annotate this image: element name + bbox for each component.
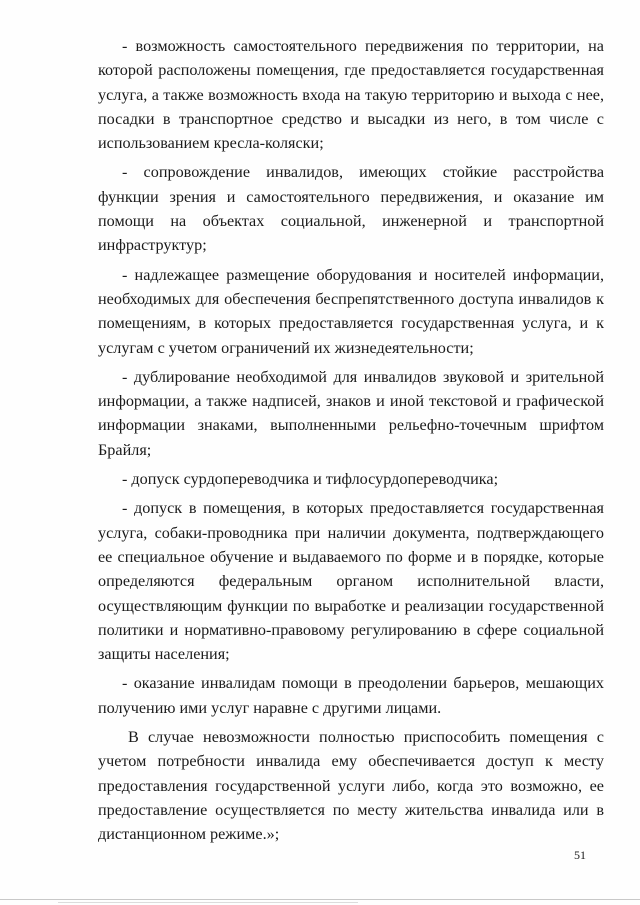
paragraph-barrier-assistance: - оказание инвалидам помощи в преодолении барьеров, мешающих получению ими услуг наравне с другими лицами. [98,674,604,717]
paragraph-braille-duplication: - дублирование необходимой для инвалидов звуковой и зрительной информации, а также надписей, знаков и иной текстовой и графической информации знаками, выполненными рельефно-точечным шрифтом Брайля; [98,367,604,459]
page-number: 51 [574,848,586,862]
document-body [98,34,604,847]
paragraph-equipment-placement: - надлежащее размещение оборудования и носителей информации, необходимых для обеспечения беспрепятственного доступа инвалидов к помещениям, в которых предоставляется государственная услуга, и к услугам с учетом ограничений их жизнедеятельности; [98,265,604,357]
scan-edge-line [0,899,640,900]
paragraph-escort: - сопровождение инвалидов, имеющих стойкие расстройства функции зрения и самостоятельного передвижения, и оказание им помощи на объектах социальной, инженерной и транспортной инфраструктур; [98,163,604,255]
scan-edge-line-secondary [58,902,358,903]
paragraph-guide-dog: - допуск в помещения, в которых предоставляется государственная услуга, собаки-проводника при наличии документа, подтверждающего ее специальное обучение и выдаваемого по форме и в порядке, которые определяются федеральным органом исполнительной власти, осуществляющим функции по выработке и реализации государственной политики и нормативно-правовому регулированию в сфере социальной защиты населения; [98,499,604,664]
paragraph-remote-service: В случае невозможности полностью приспособить помещения с учетом потребности инвалида ему обеспечивается доступ к месту предоставления государственной услуги либо, когда это возможно, ее предоставление осуществляется по месту жительства инвалида или в дистанционном режиме.»; [98,728,604,844]
paragraph-territory-movement: - возможность самостоятельного передвижения по территории, на которой расположены помещения, где предоставляется государственная услуга, а также возможность входа на такую территорию и выхода с нее, посадки в транспортное средство и высадки из него, в том числе с использованием кресла-коляски; [98,37,604,153]
paragraph-interpreter-access: - допуск сурдопереводчика и тифлосурдопереводчика; [122,470,499,489]
